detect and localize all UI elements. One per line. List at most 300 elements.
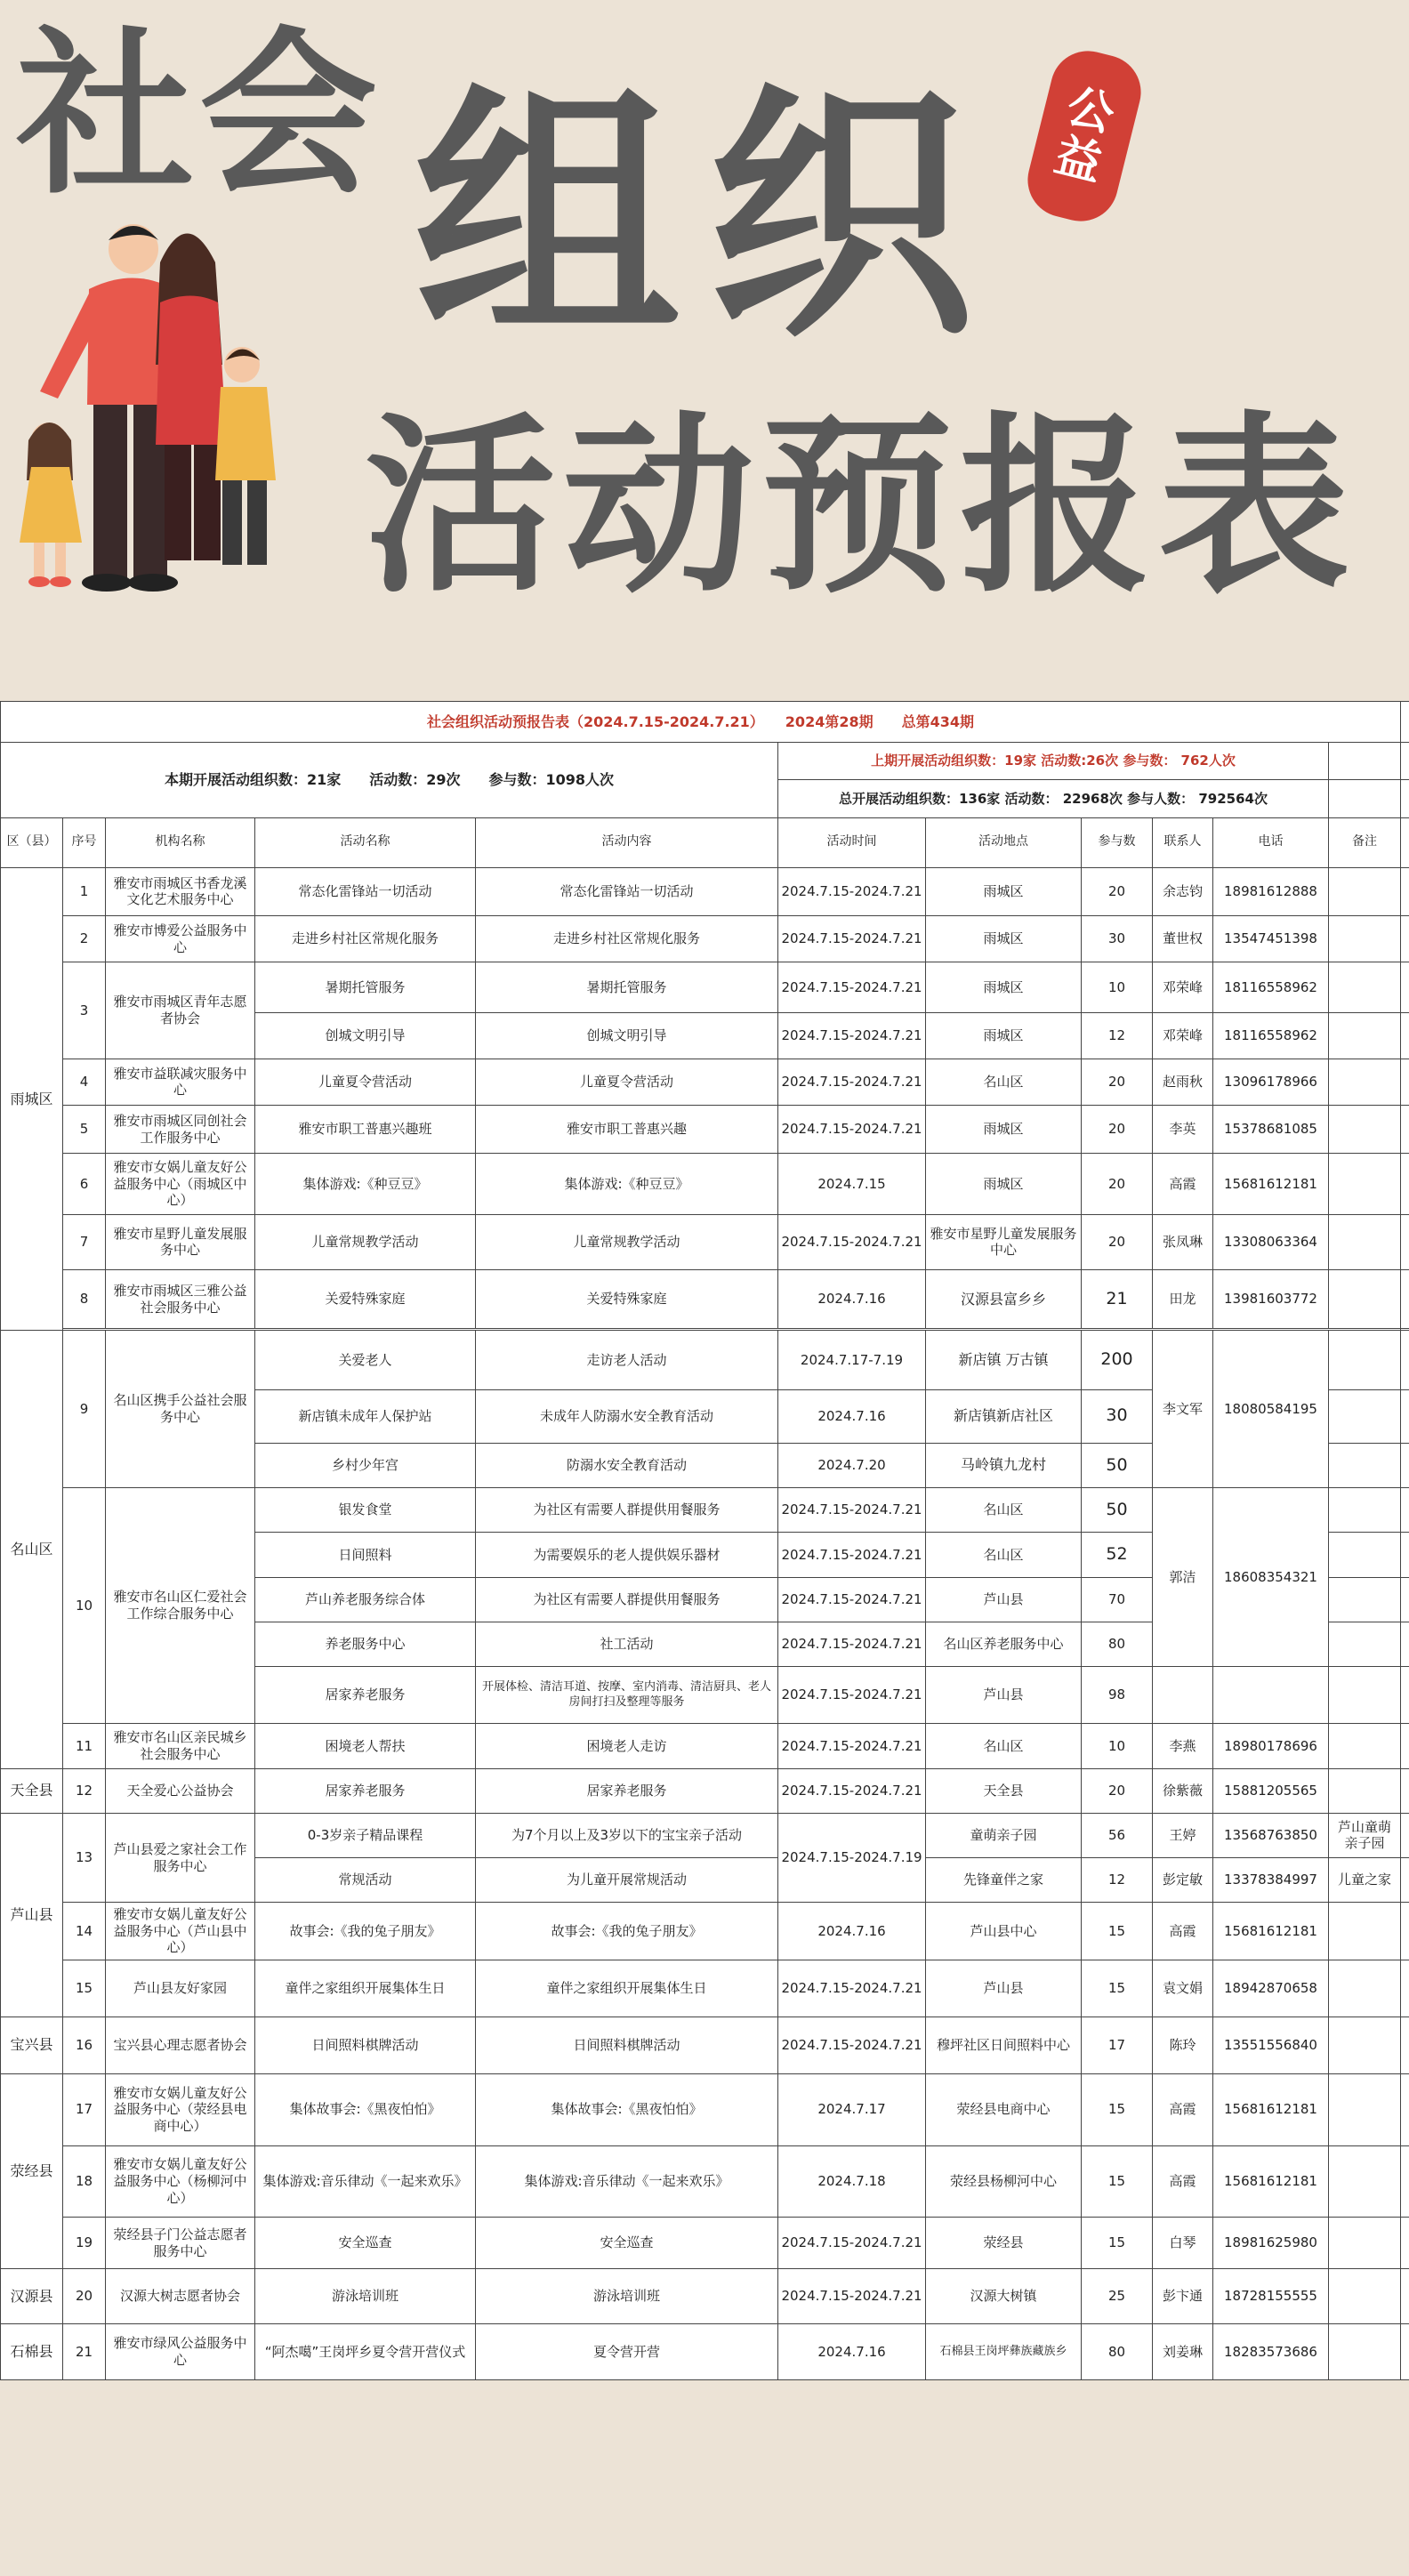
activity-place: 雨城区 [926, 916, 1082, 962]
district-cell: 荥经县 [1, 2074, 63, 2269]
activity-content: 开展体检、清洁耳道、按摩、室内消毒、清洁厨具、老人房间打扫及整理等服务 [476, 1667, 778, 1724]
activity-count: 12 [1082, 1012, 1153, 1059]
note [1329, 1331, 1401, 1389]
table-row [1, 962, 1409, 1012]
activity-content: 为社区有需要人群提供用餐服务 [476, 1488, 778, 1533]
report-table-wrapper [0, 701, 1409, 2380]
activity-place: 雨城区 [926, 1154, 1082, 1214]
table-row [1, 2145, 1409, 2217]
org-no: 8 [63, 1269, 106, 1328]
activity-place: 雅安市星野儿童发展服务中心 [926, 1214, 1082, 1269]
activity-count: 10 [1082, 962, 1153, 1012]
contact-phone: 18283573686 [1213, 2324, 1329, 2380]
table-row [1, 1768, 1409, 1813]
activity-count: 56 [1082, 1813, 1153, 1857]
header-count: 参与数 [1082, 817, 1153, 867]
org-name: 雅安市星野儿童发展服务中心 [106, 1214, 255, 1269]
seal-char-2: 益 [1049, 128, 1107, 192]
note [1329, 1488, 1401, 1533]
note [1329, 2145, 1401, 2217]
activity-name: 常规活动 [255, 1858, 476, 1903]
activity-count: 15 [1082, 2217, 1153, 2268]
header-org: 机构名称 [106, 817, 255, 867]
activity-time: 2024.7.16 [778, 1389, 926, 1443]
banner-title-line3: 活动预报表 [365, 395, 1357, 618]
contact-phone: 15881205565 [1213, 1768, 1329, 1813]
activity-name: 乡村少年宫 [255, 1443, 476, 1487]
contact-person: 高霞 [1153, 2145, 1213, 2217]
activity-time: 2024.7.15-2024.7.21 [778, 2017, 926, 2073]
activity-time: 2024.7.15-2024.7.21 [778, 916, 926, 962]
header-time: 活动时间 [778, 817, 926, 867]
contact-person: 彭卞通 [1153, 2269, 1213, 2324]
activity-name: “阿杰噶”王岗坪乡夏令营开营仪式 [255, 2324, 476, 2380]
table-row [1, 1488, 1409, 1533]
contact-person: 余志钧 [1153, 867, 1213, 915]
activity-time: 2024.7.15-2024.7.21 [778, 2217, 926, 2268]
org-no: 15 [63, 1960, 106, 2017]
activity-content: 为7个月以上及3岁以下的宝宝亲子活动 [476, 1813, 778, 1857]
note [1329, 1012, 1401, 1059]
table-row [1, 2017, 1409, 2073]
org-no: 14 [63, 1903, 106, 1960]
activity-content: 走访老人活动 [476, 1331, 778, 1389]
note [1329, 1214, 1401, 1269]
activity-count: 50 [1082, 1443, 1153, 1487]
activity-count: 15 [1082, 2145, 1153, 2217]
activity-time: 2024.7.15-2024.7.21 [778, 2269, 926, 2324]
contact-person: 王婷 [1153, 1813, 1213, 1857]
activity-content: 困境老人走访 [476, 1724, 778, 1768]
org-name: 芦山县友好家园 [106, 1960, 255, 2017]
activity-name: 故事会:《我的兔子朋友》 [255, 1903, 476, 1960]
activity-name: 雅安市职工普惠兴趣班 [255, 1106, 476, 1154]
contact-person [1153, 1667, 1213, 1724]
charity-seal [1020, 43, 1149, 229]
activity-time: 2024.7.15-2024.7.19 [778, 1813, 926, 1902]
activity-count: 20 [1082, 867, 1153, 915]
contact-person: 白琴 [1153, 2217, 1213, 2268]
org-no: 18 [63, 2145, 106, 2217]
table-row [1, 1214, 1409, 1269]
activity-time: 2024.7.18 [778, 2145, 926, 2217]
activity-count: 30 [1082, 1389, 1153, 1443]
org-name: 雅安市女娲儿童友好公益服务中心（雨城区中心） [106, 1154, 255, 1214]
activity-count: 17 [1082, 2017, 1153, 2073]
table-row [1, 2269, 1409, 2324]
note [1329, 1443, 1401, 1487]
activity-name: 集体游戏:音乐律动《一起来欢乐》 [255, 2145, 476, 2217]
org-name: 名山区携手公益社会服务中心 [106, 1331, 255, 1488]
org-no: 12 [63, 1768, 106, 1813]
activity-time: 2024.7.15-2024.7.21 [778, 1768, 926, 1813]
table-row [1, 1154, 1409, 1214]
activity-name: 困境老人帮扶 [255, 1724, 476, 1768]
activity-time: 2024.7.15-2024.7.21 [778, 1960, 926, 2017]
contact-phone: 13378384997 [1213, 1858, 1329, 1903]
activity-count: 98 [1082, 1667, 1153, 1724]
activity-content: 为儿童开展常规活动 [476, 1858, 778, 1903]
contact-phone: 18116558962 [1213, 962, 1329, 1012]
header-phone: 电话 [1213, 817, 1329, 867]
activity-content: 雅安市职工普惠兴趣 [476, 1106, 778, 1154]
district-cell: 汉源县 [1, 2269, 63, 2324]
activity-place: 名山区 [926, 1059, 1082, 1105]
activity-name: 关爱特殊家庭 [255, 1269, 476, 1328]
activity-name: 暑期托管服务 [255, 962, 476, 1012]
org-name: 天全爱心公益协会 [106, 1768, 255, 1813]
activity-time: 2024.7.15-2024.7.21 [778, 1106, 926, 1154]
org-no: 6 [63, 1154, 106, 1214]
org-name: 雅安市名山区仁爱社会工作综合服务中心 [106, 1488, 255, 1724]
contact-person: 赵雨秋 [1153, 1059, 1213, 1105]
activity-content: 创城文明引导 [476, 1012, 778, 1059]
activity-time: 2024.7.15-2024.7.21 [778, 962, 926, 1012]
activity-count: 15 [1082, 1960, 1153, 2017]
activity-content: 游泳培训班 [476, 2269, 778, 2324]
note [1329, 1667, 1401, 1724]
activity-count: 15 [1082, 2074, 1153, 2145]
activity-content: 未成年人防溺水安全教育活动 [476, 1389, 778, 1443]
district-cell: 名山区 [1, 1331, 63, 1768]
activity-place: 芦山县 [926, 1960, 1082, 2017]
activity-place: 童萌亲子园 [926, 1813, 1082, 1857]
org-no: 9 [63, 1331, 106, 1488]
contact-person: 陈玲 [1153, 2017, 1213, 2073]
activity-time: 2024.7.15-2024.7.21 [778, 1667, 926, 1724]
org-name: 雅安市雨城区青年志愿者协会 [106, 962, 255, 1059]
activity-count: 50 [1082, 1488, 1153, 1533]
contact-phone: 13308063364 [1213, 1214, 1329, 1269]
org-no: 5 [63, 1106, 106, 1154]
activity-name: 创城文明引导 [255, 1012, 476, 1059]
activity-time: 2024.7.20 [778, 1443, 926, 1487]
activity-time: 2024.7.17 [778, 2074, 926, 2145]
seal-char-1: 公 [1061, 79, 1120, 143]
activity-time: 2024.7.16 [778, 1903, 926, 1960]
activity-time: 2024.7.15-2024.7.21 [778, 1214, 926, 1269]
org-name: 汉源大树志愿者协会 [106, 2269, 255, 2324]
org-no: 19 [63, 2217, 106, 2268]
activity-content: 夏令营开营 [476, 2324, 778, 2380]
org-no: 17 [63, 2074, 106, 2145]
activity-time: 2024.7.15-2024.7.21 [778, 1724, 926, 1768]
activity-time: 2024.7.15-2024.7.21 [778, 1622, 926, 1666]
activity-content: 暑期托管服务 [476, 962, 778, 1012]
org-no: 10 [63, 1488, 106, 1724]
activity-content: 集体游戏:音乐律动《一起来欢乐》 [476, 2145, 778, 2217]
activity-place: 雨城区 [926, 1106, 1082, 1154]
contact-phone: 13547451398 [1213, 916, 1329, 962]
activity-time: 2024.7.15-2024.7.21 [778, 1012, 926, 1059]
contact-person: 田龙 [1153, 1269, 1213, 1328]
table-row [1, 1106, 1409, 1154]
activity-count: 20 [1082, 1768, 1153, 1813]
org-name: 雅安市雨城区同创社会工作服务中心 [106, 1106, 255, 1154]
note [1329, 1724, 1401, 1768]
activity-content: 社工活动 [476, 1622, 778, 1666]
activity-count: 10 [1082, 1724, 1153, 1768]
district-cell: 雨城区 [1, 867, 63, 1330]
contact-person: 李燕 [1153, 1724, 1213, 1768]
activity-content: 集体游戏:《种豆豆》 [476, 1154, 778, 1214]
table-row [1, 1724, 1409, 1768]
contact-phone: 15681612181 [1213, 1903, 1329, 1960]
contact-person: 高霞 [1153, 1903, 1213, 1960]
org-no: 16 [63, 2017, 106, 2073]
activity-count: 20 [1082, 1154, 1153, 1214]
activity-place: 新店镇新店社区 [926, 1389, 1082, 1443]
contact-phone: 13096178966 [1213, 1059, 1329, 1105]
note [1329, 2217, 1401, 2268]
activity-name: 常态化雷锋站一切活动 [255, 867, 476, 915]
note [1329, 2269, 1401, 2324]
activity-content: 关爱特殊家庭 [476, 1269, 778, 1328]
org-name: 宝兴县心理志愿者协会 [106, 2017, 255, 2073]
note [1329, 1269, 1401, 1328]
org-no: 11 [63, 1724, 106, 1768]
contact-person: 李英 [1153, 1106, 1213, 1154]
activity-content: 安全巡查 [476, 2217, 778, 2268]
activity-content: 常态化雷锋站一切活动 [476, 867, 778, 915]
activity-count: 20 [1082, 1214, 1153, 1269]
activity-name: 安全巡查 [255, 2217, 476, 2268]
activity-content: 童伴之家组织开展集体生日 [476, 1960, 778, 2017]
activity-count: 70 [1082, 1577, 1153, 1622]
activity-place: 名山区 [926, 1724, 1082, 1768]
note: 儿童之家 [1329, 1858, 1401, 1903]
total-summary: 总开展活动组织数：136家 活动数： 22968次 参与人数： 792564次 [778, 780, 1329, 817]
activity-place: 荥经县电商中心 [926, 2074, 1082, 2145]
activity-count: 12 [1082, 1858, 1153, 1903]
table-row [1, 867, 1409, 915]
activity-count: 20 [1082, 1106, 1153, 1154]
org-no: 2 [63, 916, 106, 962]
activity-place: 汉源大树镇 [926, 2269, 1082, 2324]
note [1329, 2074, 1401, 2145]
table-row [1, 1269, 1409, 1328]
activity-name: 新店镇未成年人保护站 [255, 1389, 476, 1443]
contact-person: 高霞 [1153, 1154, 1213, 1214]
note [1329, 962, 1401, 1012]
activity-time: 2024.7.16 [778, 1269, 926, 1328]
district-cell: 宝兴县 [1, 2017, 63, 2073]
activity-count: 200 [1082, 1331, 1153, 1389]
activity-count: 15 [1082, 1903, 1153, 1960]
activity-content: 为社区有需要人群提供用餐服务 [476, 1577, 778, 1622]
org-name: 荥经县子门公益志愿者服务中心 [106, 2217, 255, 2268]
activity-content: 为需要娱乐的老人提供娱乐器材 [476, 1533, 778, 1577]
activity-time: 2024.7.15 [778, 1154, 926, 1214]
activity-place: 荥经县杨柳河中心 [926, 2145, 1082, 2217]
org-no: 20 [63, 2269, 106, 2324]
activity-place: 雨城区 [926, 962, 1082, 1012]
table-row [1, 2074, 1409, 2145]
contact-phone: 13551556840 [1213, 2017, 1329, 2073]
activity-name: 儿童常规教学活动 [255, 1214, 476, 1269]
contact-person: 徐紫薇 [1153, 1768, 1213, 1813]
table-row [1, 1059, 1409, 1105]
org-no: 1 [63, 867, 106, 915]
contact-person: 张凤琳 [1153, 1214, 1213, 1269]
activity-count: 20 [1082, 1059, 1153, 1105]
header-contact: 联系人 [1153, 817, 1213, 867]
activity-time: 2024.7.17-7.19 [778, 1331, 926, 1389]
contact-person: 郭洁 [1153, 1488, 1213, 1667]
activity-time: 2024.7.15-2024.7.21 [778, 1059, 926, 1105]
org-name: 雅安市名山区亲民城乡社会服务中心 [106, 1724, 255, 1768]
district-cell: 芦山县 [1, 1813, 63, 2017]
report-title: 社会组织活动预报告表（2024.7.15-2024.7.21） 2024第28期 总第434期 [1, 702, 1401, 743]
contact-person: 刘姜琳 [1153, 2324, 1213, 2380]
activity-name: 童伴之家组织开展集体生日 [255, 1960, 476, 2017]
activity-place: 穆坪社区日间照料中心 [926, 2017, 1082, 2073]
activity-place: 汉源县富乡乡 [926, 1269, 1082, 1328]
activity-name: 养老服务中心 [255, 1622, 476, 1666]
table-row [1, 916, 1409, 962]
contact-phone: 18980178696 [1213, 1724, 1329, 1768]
org-name: 雅安市雨城区书香龙溪文化艺术服务中心 [106, 867, 255, 915]
org-name: 雅安市雨城区三雅公益社会服务中心 [106, 1269, 255, 1328]
activity-name: 0-3岁亲子精品课程 [255, 1813, 476, 1857]
activity-time: 2024.7.16 [778, 2324, 926, 2380]
activity-name: 芦山养老服务综合体 [255, 1577, 476, 1622]
current-summary: 本期开展活动组织数：21家 活动数：29次 参与数：1098人次 [1, 743, 778, 817]
contact-person: 董世权 [1153, 916, 1213, 962]
contact-phone: 15681612181 [1213, 1154, 1329, 1214]
contact-phone [1213, 1667, 1329, 1724]
org-no: 21 [63, 2324, 106, 2380]
header-no: 序号 [63, 817, 106, 867]
activity-content: 居家养老服务 [476, 1768, 778, 1813]
header-content: 活动内容 [476, 817, 778, 867]
activity-place: 新店镇 万古镇 [926, 1331, 1082, 1389]
activity-name: 日间照料棋牌活动 [255, 2017, 476, 2073]
org-name: 雅安市绿风公益服务中心 [106, 2324, 255, 2380]
note [1329, 1768, 1401, 1813]
header-district: 区（县） [1, 817, 63, 867]
banner [0, 0, 1409, 703]
activity-content: 防溺水安全教育活动 [476, 1443, 778, 1487]
activity-name: 儿童夏令营活动 [255, 1059, 476, 1105]
activity-place: 名山区 [926, 1488, 1082, 1533]
note [1329, 1389, 1401, 1443]
contact-person: 邓荣峰 [1153, 1012, 1213, 1059]
org-name: 雅安市女娲儿童友好公益服务中心（荥经县电商中心） [106, 2074, 255, 2145]
activity-place: 雨城区 [926, 867, 1082, 915]
activity-count: 52 [1082, 1533, 1153, 1577]
banner-title-line1: 社会 [16, 12, 383, 219]
activity-time: 2024.7.15-2024.7.21 [778, 1488, 926, 1533]
previous-summary: 上期开展活动组织数：19家 活动数:26次 参与数： 762人次 [778, 743, 1329, 780]
note: 芦山童萌亲子园 [1329, 1813, 1401, 1857]
contact-person: 袁文娟 [1153, 1960, 1213, 2017]
activity-name: 游泳培训班 [255, 2269, 476, 2324]
activity-content: 日间照料棋牌活动 [476, 2017, 778, 2073]
contact-person: 邓荣峰 [1153, 962, 1213, 1012]
activity-place: 名山区养老服务中心 [926, 1622, 1082, 1666]
activity-content: 儿童常规教学活动 [476, 1214, 778, 1269]
note [1329, 2324, 1401, 2380]
contact-phone: 15681612181 [1213, 2074, 1329, 2145]
activity-name: 集体游戏:《种豆豆》 [255, 1154, 476, 1214]
contact-phone: 18981612888 [1213, 867, 1329, 915]
contact-phone: 15681612181 [1213, 2145, 1329, 2217]
contact-phone: 18981625980 [1213, 2217, 1329, 2268]
contact-person: 高霞 [1153, 2074, 1213, 2145]
activity-name: 银发食堂 [255, 1488, 476, 1533]
org-no: 13 [63, 1813, 106, 1902]
contact-person: 彭定敏 [1153, 1858, 1213, 1903]
activity-place: 雨城区 [926, 1012, 1082, 1059]
note [1329, 1106, 1401, 1154]
table-row [1, 2324, 1409, 2380]
activity-place: 荥经县 [926, 2217, 1082, 2268]
activity-count: 80 [1082, 1622, 1153, 1666]
activity-place: 芦山县 [926, 1667, 1082, 1724]
activity-place: 先锋童伴之家 [926, 1858, 1082, 1903]
org-name: 芦山县爱之家社会工作服务中心 [106, 1813, 255, 1902]
activity-place: 天全县 [926, 1768, 1082, 1813]
contact-phone: 18728155555 [1213, 2269, 1329, 2324]
activity-content: 走进乡村社区常规化服务 [476, 916, 778, 962]
note [1329, 1622, 1401, 1666]
table-row [1, 1960, 1409, 2017]
contact-phone: 18116558962 [1213, 1012, 1329, 1059]
activity-name: 集体故事会:《黑夜怕怕》 [255, 2074, 476, 2145]
note [1329, 1903, 1401, 1960]
activity-content: 儿童夏令营活动 [476, 1059, 778, 1105]
header-activity: 活动名称 [255, 817, 476, 867]
activity-name: 走进乡村社区常规化服务 [255, 916, 476, 962]
activity-time: 2024.7.15-2024.7.21 [778, 1577, 926, 1622]
district-cell: 石棉县 [1, 2324, 63, 2380]
activity-count: 25 [1082, 2269, 1153, 2324]
activity-count: 21 [1082, 1269, 1153, 1328]
report-table [0, 701, 1409, 2380]
note [1329, 2017, 1401, 2073]
contact-phone: 18080584195 [1213, 1331, 1329, 1488]
activity-name: 居家养老服务 [255, 1768, 476, 1813]
activity-time: 2024.7.15-2024.7.21 [778, 1533, 926, 1577]
table-row [1, 2217, 1409, 2268]
activity-place: 芦山县 [926, 1577, 1082, 1622]
activity-name: 关爱老人 [255, 1331, 476, 1389]
banner-title-line2: 组织 [414, 62, 1001, 373]
contact-phone: 13981603772 [1213, 1269, 1329, 1328]
org-no: 4 [63, 1059, 106, 1105]
contact-person: 李文军 [1153, 1331, 1213, 1488]
note [1329, 916, 1401, 962]
table-row [1, 1903, 1409, 1960]
header-note: 备注 [1329, 817, 1401, 867]
note [1329, 1059, 1401, 1105]
activity-content: 集体故事会:《黑夜怕怕》 [476, 2074, 778, 2145]
contact-phone: 15378681085 [1213, 1106, 1329, 1154]
contact-phone: 18608354321 [1213, 1488, 1329, 1667]
org-no: 3 [63, 962, 106, 1059]
contact-phone: 13568763850 [1213, 1813, 1329, 1857]
contact-phone: 18942870658 [1213, 1960, 1329, 2017]
activity-place: 芦山县中心 [926, 1903, 1082, 1960]
activity-count: 80 [1082, 2324, 1153, 2380]
org-name: 雅安市博爱公益服务中心 [106, 916, 255, 962]
activity-content: 故事会:《我的兔子朋友》 [476, 1903, 778, 1960]
family-illustration [9, 213, 302, 605]
activity-name: 居家养老服务 [255, 1667, 476, 1724]
org-name: 雅安市女娲儿童友好公益服务中心（杨柳河中心） [106, 2145, 255, 2217]
activity-place: 马岭镇九龙村 [926, 1443, 1082, 1487]
